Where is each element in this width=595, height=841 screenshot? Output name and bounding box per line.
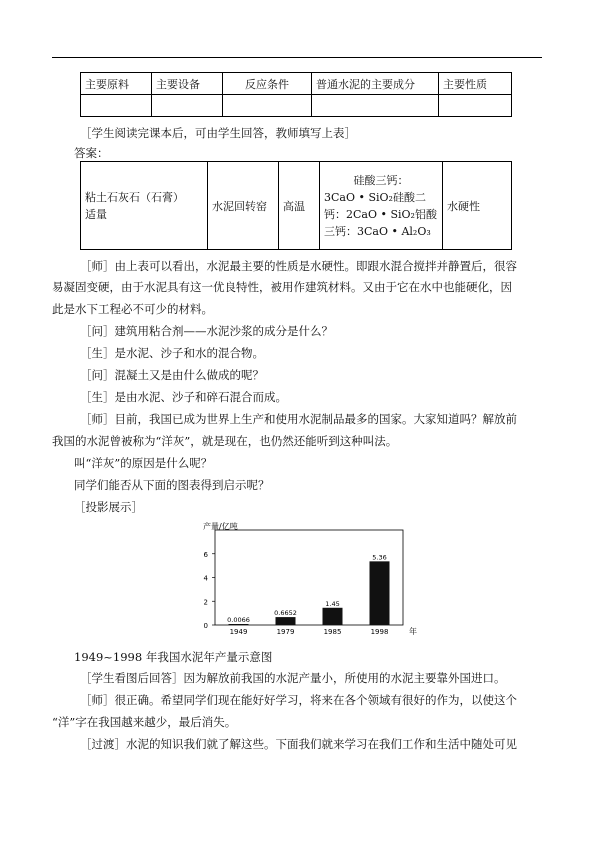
paragraph-line: “洋”字在我国越来越少，最后消失。: [52, 715, 237, 729]
cell-condition: 高温: [279, 162, 320, 250]
y-tick-label: 4: [203, 574, 208, 583]
question-line: ［问］混凝土又是由什么做成的呢？: [80, 368, 264, 382]
paragraph-line: ［师］很正确。希望同学们现在能好好学习，将来在各个领域有很好的作为，以使这个: [80, 693, 517, 707]
data-label: 0.0066: [227, 616, 250, 624]
header-rule: [52, 57, 542, 58]
empty-cell: [439, 95, 512, 117]
question-line: 叫“洋灰”的原因是什么呢？: [74, 456, 213, 470]
bar: [229, 624, 249, 625]
header-cell-equipment: 主要设备: [152, 73, 223, 95]
reading-note: ［学生阅读完课本后，可由学生回答，教师填写上表］: [80, 126, 356, 140]
paragraph-line: ［师］由上表可以看出，水泥最主要的性质是水硬性。即跟水混合搅拌并静置后，很容: [80, 259, 517, 273]
cell-property: 水硬性: [443, 162, 512, 250]
bar: [323, 608, 343, 625]
bar: [370, 561, 390, 625]
x-tick-label: 1985: [323, 628, 342, 636]
answer-label: 答案：: [74, 146, 109, 160]
data-label: 0.6652: [274, 609, 297, 618]
x-tick-label: 1979: [276, 628, 295, 636]
paragraph-line: ［师］目前，我国已成为世界上生产和使用水泥制品最多的国家。大家知道吗？解放前: [80, 412, 517, 426]
question-line: ［问］建筑用粘合剂——水泥沙浆的成分是什么？: [80, 324, 333, 338]
empty-cell: [81, 95, 152, 117]
data-label: 5.36: [372, 553, 387, 562]
bar: [276, 617, 296, 625]
empty-cell: [223, 95, 312, 117]
cell-equipment: 水泥回转窑: [208, 162, 279, 250]
paragraph-line: 此是水下工程必不可少的材料。: [52, 302, 213, 316]
header-cell-condition: 反应条件: [223, 73, 312, 95]
y-tick-label: 2: [203, 598, 208, 607]
answer-line: ［生］是水泥、沙子和水的混合物。: [80, 346, 264, 360]
paragraph-line: 易凝固变硬，由于水泥具有这一优良特性，被用作建筑材料。又由于它在水中也能硬化，因: [52, 280, 512, 294]
cell-raw-material: 粘土石灰石（石膏） 适量: [81, 162, 208, 250]
x-tick-label: 1949: [229, 628, 248, 636]
transition-line: ［过渡］水泥的知识我们就了解这些。下面我们就来学习在我们工作和生活中随处可见: [80, 737, 517, 751]
x-tick-label: 1998: [370, 628, 389, 636]
answer-table: [80, 161, 512, 250]
cement-production-chart: [195, 518, 425, 648]
student-answer: ［学生看图后回答］因为解放前我国的水泥产量小，所使用的水泥主要靠外国进口。: [80, 671, 506, 685]
y-axis-label: 产量/亿吨: [203, 522, 238, 531]
data-label: 1.45: [325, 599, 340, 608]
y-tick-label: 6: [203, 550, 208, 559]
header-cell-raw-material: 主要原料: [81, 73, 152, 95]
projection-label: ［投影展示］: [74, 500, 143, 514]
empty-cell: [312, 95, 439, 117]
header-cell-components: 普通水泥的主要成分: [312, 73, 439, 95]
y-tick-label: 0: [203, 622, 208, 630]
paragraph-line: 我国的水泥曾被称为“洋灰”，就是现在，也仍然还能听到这种叫法。: [52, 434, 398, 448]
summary-table-empty: [80, 72, 512, 117]
header-cell-property: 主要性质: [439, 73, 512, 95]
chart-caption: 1949~1998 年我国水泥年产量示意图: [74, 650, 273, 664]
x-axis-label: 年: [409, 627, 417, 636]
question-line: 同学们能否从下面的图表得到启示呢？: [74, 478, 270, 492]
answer-line: ［生］是由水泥、沙子和碎石混合而成。: [80, 390, 287, 404]
cell-components: 硅酸三钙： 3CaO • SiO₂硅酸二 钙：2CaO • SiO₂铝酸 三钙：3CaO • Al₂O₃: [320, 162, 443, 250]
empty-cell: [152, 95, 223, 117]
